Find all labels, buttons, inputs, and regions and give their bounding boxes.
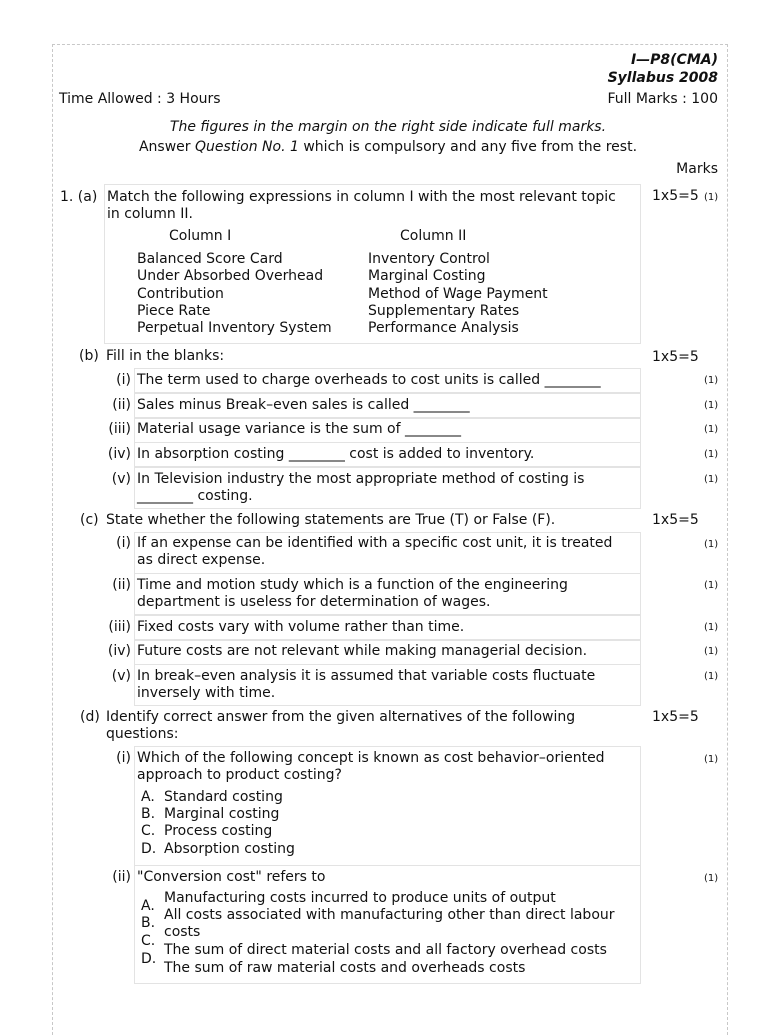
option-text: The sum of direct material costs and all factory overhead costs bbox=[164, 942, 607, 958]
option-letter: A. bbox=[141, 789, 155, 805]
q1b-label: (b) bbox=[79, 348, 99, 364]
q1b-iv-marks: (1) bbox=[704, 449, 719, 460]
q1c-iii-text: Fixed costs vary with volume rather than time. bbox=[137, 619, 465, 635]
q1d-marks: 1x5=5 bbox=[652, 709, 699, 725]
q1d-ii-marks: (1) bbox=[704, 873, 719, 884]
q1c-marks: 1x5=5 bbox=[652, 512, 699, 528]
q1a-text-line1: Match the following expressions in column I with the most relevant topic bbox=[107, 189, 616, 205]
time-allowed: Time Allowed : 3 Hours bbox=[59, 91, 221, 107]
q1b-i-text: The term used to charge overheads to cost units is called ________ bbox=[137, 372, 601, 388]
q1a-text-line2: in column II. bbox=[107, 206, 193, 222]
q1c-iv-text: Future costs are not relevant while making managerial decision. bbox=[137, 643, 588, 659]
q1b-i-num: (i) bbox=[116, 372, 131, 388]
q1b-v-marks: (1) bbox=[704, 474, 719, 485]
q1d-i-text-line1: Which of the following concept is known as cost behavior–oriented bbox=[137, 750, 605, 766]
q1a-marks: 1x5=5 bbox=[652, 188, 699, 204]
option-text: Marginal costing bbox=[164, 806, 280, 822]
option-text: Standard costing bbox=[164, 789, 283, 805]
q1c-ii-marks: (1) bbox=[704, 580, 719, 591]
col1-item: Perpetual Inventory System bbox=[137, 320, 332, 336]
q1c-i-num: (i) bbox=[116, 535, 131, 551]
q1c-text: State whether the following statements are True (T) or False (F). bbox=[106, 512, 556, 528]
col2-item: Method of Wage Payment bbox=[368, 286, 548, 302]
instruction-compulsory: Answer Question No. 1 which is compulsory and any five from the rest. bbox=[138, 139, 638, 155]
col2-item: Inventory Control bbox=[368, 251, 490, 267]
q1b-v-text-line2: ________ costing. bbox=[137, 488, 253, 504]
instruction-margin: The figures in the margin on the right side indicate full marks. bbox=[169, 119, 607, 135]
option-letter: C. bbox=[141, 933, 156, 949]
q1c-v-marks: (1) bbox=[704, 671, 719, 682]
q1c-v-num: (v) bbox=[111, 668, 131, 684]
option-text: costs bbox=[164, 924, 201, 940]
column1-heading: Column I bbox=[169, 228, 232, 244]
col2-item: Performance Analysis bbox=[368, 320, 519, 336]
q1b-iii-text: Material usage variance is the sum of ________ bbox=[137, 421, 462, 437]
column2-heading: Column II bbox=[400, 228, 467, 244]
option-letter: B. bbox=[141, 915, 156, 931]
q1d-text-line1: Identify correct answer from the given alternatives of the following bbox=[106, 709, 576, 725]
q1d-i-num: (i) bbox=[116, 750, 131, 766]
col2-item: Marginal Costing bbox=[368, 268, 486, 284]
q1c-i-marks: (1) bbox=[704, 539, 719, 550]
q1d-label: (d) bbox=[80, 709, 100, 725]
option-letter: C. bbox=[141, 823, 156, 839]
q1b-iii-num: (iii) bbox=[108, 421, 131, 437]
q1c-label: (c) bbox=[80, 512, 99, 528]
q1b-i-marks: (1) bbox=[704, 375, 719, 386]
marks-column-label: Marks bbox=[676, 161, 718, 177]
q1d-i-text-line2: approach to product costing? bbox=[137, 767, 342, 783]
q1c-iv-num: (iv) bbox=[107, 643, 131, 659]
q1c-ii-text-line2: department is useless for determination of wages. bbox=[137, 594, 491, 610]
col1-item: Contribution bbox=[137, 286, 224, 302]
q1c-ii-num: (ii) bbox=[112, 577, 131, 593]
q1c-iv-marks: (1) bbox=[704, 646, 719, 657]
q1b-iii-marks: (1) bbox=[704, 424, 719, 435]
option-letter: B. bbox=[141, 806, 156, 822]
q1d-text-line2: questions: bbox=[106, 726, 179, 742]
paper-code: I—P8(CMA) bbox=[630, 52, 718, 68]
q1c-ii-text-line1: Time and motion study which is a function of the engineering bbox=[137, 577, 568, 593]
q1d-i-marks: (1) bbox=[704, 754, 719, 765]
q1c-i-text-line1: If an expense can be identified with a specific cost unit, it is treated bbox=[137, 535, 613, 551]
q1b-iv-num: (iv) bbox=[107, 446, 131, 462]
q1c-iii-marks: (1) bbox=[704, 622, 719, 633]
option-text: Process costing bbox=[164, 823, 273, 839]
col1-item: Piece Rate bbox=[137, 303, 211, 319]
q1b-ii-num: (ii) bbox=[112, 397, 131, 413]
option-text: The sum of raw material costs and overheads costs bbox=[164, 960, 526, 976]
q1a-sub-marks: (1) bbox=[704, 192, 719, 203]
q1c-v-text-line2: inversely with time. bbox=[137, 685, 276, 701]
q1b-marks: 1x5=5 bbox=[652, 349, 699, 365]
option-text: All costs associated with manufacturing other than direct labour bbox=[164, 907, 615, 923]
q1b-text: Fill in the blanks: bbox=[106, 348, 225, 364]
q1b-iv-text: In absorption costing ________ cost is added to inventory. bbox=[137, 446, 535, 462]
col1-item: Under Absorbed Overhead bbox=[137, 268, 324, 284]
option-letter: A. bbox=[141, 898, 155, 914]
option-text: Absorption costing bbox=[164, 841, 295, 857]
col2-item: Supplementary Rates bbox=[368, 303, 520, 319]
option-letter: D. bbox=[141, 841, 157, 857]
option-text: Manufacturing costs incurred to produce units of output bbox=[164, 890, 556, 906]
option-letter: D. bbox=[141, 951, 157, 967]
q1a-number: 1. (a) bbox=[60, 189, 98, 205]
syllabus-label: Syllabus 2008 bbox=[607, 70, 718, 86]
q1b-ii-text: Sales minus Break–even sales is called ________ bbox=[137, 397, 470, 413]
q1d-ii-text: "Conversion cost" refers to bbox=[137, 869, 326, 885]
q1c-v-text-line1: In break–even analysis it is assumed that variable costs fluctuate bbox=[137, 668, 596, 684]
full-marks: Full Marks : 100 bbox=[607, 91, 718, 107]
q1b-v-text-line1: In Television industry the most appropriate method of costing is bbox=[137, 471, 585, 487]
q1b-v-num: (v) bbox=[111, 471, 131, 487]
col1-item: Balanced Score Card bbox=[137, 251, 283, 267]
q1d-ii-num: (ii) bbox=[112, 869, 131, 885]
q1c-i-text-line2: as direct expense. bbox=[137, 552, 266, 568]
q1c-iii-num: (iii) bbox=[108, 619, 131, 635]
q1b-ii-marks: (1) bbox=[704, 400, 719, 411]
